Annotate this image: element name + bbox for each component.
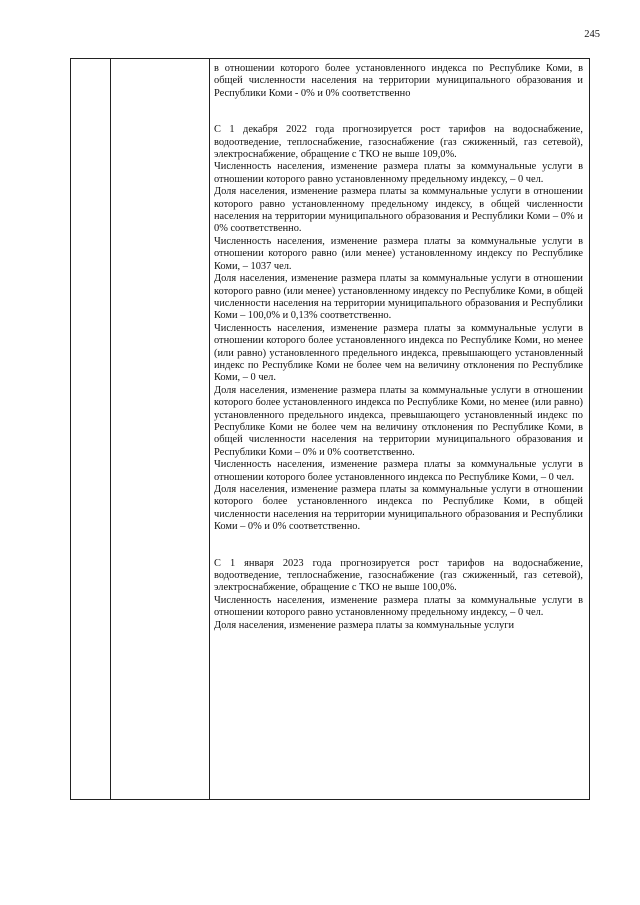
- paragraph: в отношении которого более установленного индекса по Республике Коми, в общей численности населения на территории муниципального образования и Республики Коми - 0% и 0% соответственно: [214, 63, 583, 99]
- block-spacer: [214, 100, 583, 124]
- table-row: [71, 59, 590, 800]
- table-cell-col2: [111, 59, 210, 800]
- block-spacer: [214, 534, 583, 558]
- paragraph: Численность населения, изменение размера платы за коммунальные услуги в отношении которого равно (или менее) установленному индексу по Республике Коми, – 1037 чел.: [214, 235, 583, 272]
- paragraph: Доля населения, изменение размера платы за коммунальные услуги в отношении которого более установленного индекса по Республике Коми, но менее (или равно) установленного предельного индекса, превышающего установленный индекс по Республике Коми не более чем на величину отклонения по Республике Коми, в общей численности населения на территории муниципального образования и Республики Коми – 0% и 0% соответственно.: [214, 384, 583, 458]
- cell-text-content: [210, 59, 589, 632]
- paragraph: Доля населения, изменение размера платы за коммунальные услуги: [214, 619, 515, 631]
- paragraph: Доля населения, изменение размера платы за коммунальные услуги в отношении которого равно (или менее) установленному индексу по Республике Коми, в общей численности населения на территории муниципального образования и Республики Коми – 100,0% и 0,13% соответственно.: [214, 273, 583, 322]
- paragraph: Численность населения, изменение размера платы за коммунальные услуги в отношении которого равно установленному предельному индексу, – 0 чел.: [214, 161, 583, 185]
- paragraph: С 1 января 2023 года прогнозируется рост тарифов на водоснабжение, водоотведение, теплоснабжение, газоснабжение (газ сжиженный, газ сетевой), электроснабжение, обращение с ТКО не выше 100,0%.: [214, 557, 583, 594]
- paragraph: Численность населения, изменение размера платы за коммунальные услуги в отношении которого более установленного индекса по Республике Коми, – 0 чел.: [214, 459, 583, 483]
- table-cell-col1: [71, 59, 111, 800]
- paragraph: Численность населения, изменение размера платы за коммунальные услуги в отношении которого равно установленному предельному индексу, – 0 чел.: [214, 594, 583, 619]
- table-cell-text: [210, 59, 590, 800]
- page-number: 245: [584, 29, 600, 40]
- paragraph: Доля населения, изменение размера платы за коммунальные услуги в отношении которого равно установленному предельному индексу, в общей численности населения на территории муниципального образования и Республики Коми – 0% и 0% соответственно.: [214, 186, 583, 235]
- paragraph: Численность населения, изменение размера платы за коммунальные услуги в отношении которого более установленного индекса по Республике Коми, но менее (или равно) установленного предельного индекса, превышающего установленный индекс по Республике Коми не более чем на величину отклонения по Республике Коми, – 0 чел.: [214, 322, 583, 384]
- paragraph: С 1 декабря 2022 года прогнозируется рост тарифов на водоснабжение, водоотведение, теплоснабжение, газоснабжение (газ сжиженный, газ сетевой), электроснабжение, обращение с ТКО не выше 109,0%.: [214, 124, 583, 161]
- document-table: [70, 58, 590, 800]
- paragraph: Доля населения, изменение размера платы за коммунальные услуги в отношении которого более установленного индекса по Республике Коми, в общей численности населения на территории муниципального образования и Республики Коми – 0% и 0% соответственно.: [214, 484, 583, 533]
